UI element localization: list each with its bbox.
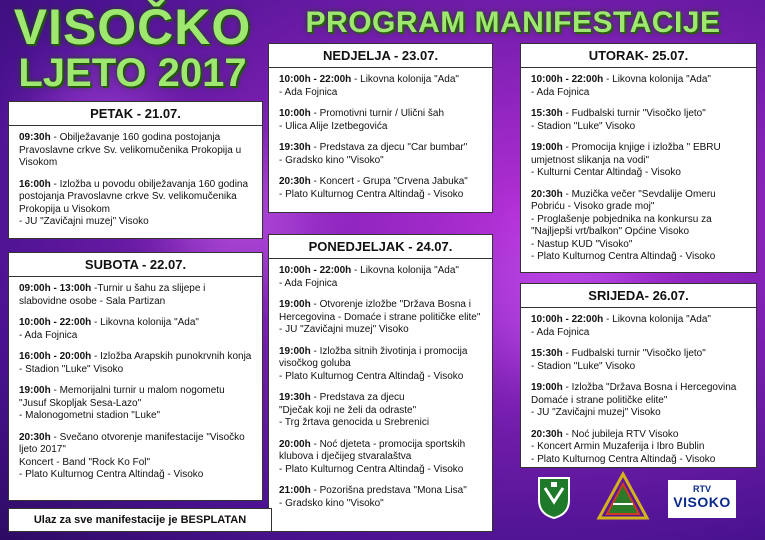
event-time: 16:00h (19, 178, 51, 190)
event-item (19, 132, 254, 170)
event-time: 10:00h - 22:00h (531, 74, 604, 86)
day-title: NEDJELJA - 23.07. (269, 48, 492, 68)
rtv-logo-bottom: VISOKO (673, 494, 731, 510)
triangle-emblem-logo (595, 470, 651, 524)
program-title: PROGRAM MANIFESTACIJE (305, 6, 721, 39)
event-item (19, 317, 254, 342)
event-time: 09:00h - 13:00h (19, 283, 92, 295)
event-time: 16:00h - 20:00h (19, 351, 92, 363)
event-description: -Turnir u šahu za slijepe i slabovidne osobe - Sala Partizan (19, 283, 206, 307)
event-time: 20:30h (19, 431, 51, 443)
event-item (279, 299, 484, 337)
free-entry-notice: Ulaz za sve manifestacije je BESPLATAN (8, 508, 272, 532)
event-item (279, 265, 484, 290)
event-time: 19:00h (531, 382, 563, 394)
day-title: UTORAK- 25.07. (521, 48, 756, 68)
event-item (279, 485, 484, 510)
event-item (279, 108, 484, 133)
event-item (279, 392, 484, 430)
day-box-ponedjeljak (268, 234, 493, 532)
event-time: 09:30h (19, 132, 51, 144)
event-item (19, 385, 254, 423)
event-description: - Likovna kolonija "Ada" - Ada Fojnica (19, 317, 199, 341)
event-item (279, 176, 484, 201)
event-time: 19:00h (19, 385, 51, 397)
event-description: - Memorijalni turnir u malom nogometu "Jusuf Skopljak Sesa-Lazo" - Malonogometni stadion "Luke" (19, 385, 225, 422)
event-time: 10:00h - 22:00h (19, 317, 92, 329)
event-item (19, 432, 254, 482)
event-item (531, 429, 748, 467)
event-time: 10:00h - 22:00h (279, 74, 352, 86)
event-time: 15:30h (531, 348, 563, 360)
event-description: - Fudbalski turnir "Visočko ljeto" - Stadion "Luke" Visoko (531, 348, 706, 372)
event-time: 21:00h (279, 485, 311, 497)
event-description: - Promotivni turnir / Ulični šah - Ulica Alije Izetbegovića (279, 108, 445, 132)
event-description: - Likovna kolonija "Ada" - Ada Fojnica (531, 314, 711, 338)
event-description: - Obilježavanje 160 godina postojanja Pravoslavne crkve Sv. velikomučenika Prokopija u Visokom (19, 132, 242, 169)
event-time: 20:30h (531, 188, 563, 200)
event-time: 19:00h (279, 345, 311, 357)
day-title: PETAK - 21.07. (9, 106, 262, 126)
event-description: - Muzička večer "Sevdalije Omeru Pobriću - Visoko grade moj" - Proglašenje pobjednika na konkursu za "Najljepši vrt/balkon" Općine Visoko - Nastup KUD "Visoko" - Plato Kulturnog Centra Altindağ - Visoko (531, 188, 716, 263)
event-item (279, 439, 484, 477)
day-title: SUBOTA - 22.07. (9, 257, 262, 277)
event-item (279, 142, 484, 167)
event-description: - Svečano otvorenje manifestacije "Visočko ljeto 2017" Koncert - Band "Rock Ko Fol" - Plato Kulturnog Centra Altindağ - Visoko (19, 431, 245, 481)
event-description: - Promocija knjige i izložba " EBRU umjetnost slikanja na vodi" - Kulturni Centar Altindağ - Visoko (531, 142, 721, 179)
day-title: PONEDJELJAK - 24.07. (269, 239, 492, 259)
event-time: 10:00h - 22:00h (279, 265, 352, 277)
day-box-nedjelja (268, 43, 493, 213)
event-description: - Izložba Arapskih punokrvnih konja - Stadion "Luke" Visoko (19, 351, 252, 375)
rtv-visoko-logo (668, 480, 736, 518)
rtv-logo-top: RTV (693, 484, 711, 494)
event-description: - Izložba sitnih životinja i promocija visočkog goluba - Plato Kulturnog Centra Altindağ - Visoko (279, 345, 468, 382)
event-item (19, 179, 254, 229)
event-time: 15:30h (531, 108, 563, 120)
event-description: - Izložba u povodu obilježavanja 160 godina postojanja Pravoslavne crkve Sv. velikomučenika Prokopija u Visokom - JU "Zavičajni muzej" Visoko (19, 178, 249, 228)
event-description: - Noć djeteta - promocija sportskih klubova i dječijeg stvaralaštva - Plato Kulturnog Centra Altindağ - Visoko (279, 438, 466, 475)
event-description: - Predstava za djecu "Dječak koji ne želi da odraste" - Trg žrtava genocida u Srebrenici (279, 392, 430, 429)
event-time: 19:30h (279, 142, 311, 154)
event-item (531, 74, 748, 99)
event-description: - Likovna kolonija "Ada" - Ada Fojnica (279, 74, 459, 98)
event-description: - Noć jubileja RTV Visoko - Koncert Armin Muzaferija i Ibro Bublin - Plato Kulturnog Centra Altindağ - Visoko (531, 428, 716, 465)
festival-title-line2: LJETO 2017 (18, 51, 247, 95)
event-time: 20:00h (279, 438, 311, 450)
day-box-subota (8, 252, 263, 501)
event-time: 19:00h (531, 142, 563, 154)
day-box-utorak (520, 43, 757, 273)
event-time: 19:30h (279, 392, 311, 404)
day-title: SRIJEDA- 26.07. (521, 288, 756, 308)
event-item (531, 189, 748, 264)
event-description: - Otvorenje izložbe "Država Bosna i Hercegovina - Domaće i strane političke elite" - JU "Zavičajni muzej" Visoko (279, 299, 481, 336)
event-time: 10:00h - 22:00h (531, 314, 604, 326)
event-item (531, 142, 748, 180)
event-description: - Fudbalski turnir "Visočko ljeto" - Stadion "Luke" Visoko (531, 108, 706, 132)
event-item (531, 348, 748, 373)
day-box-srijeda (520, 283, 757, 468)
event-item (19, 351, 254, 376)
festival-title (0, 2, 265, 94)
event-item (279, 346, 484, 384)
event-item (531, 382, 748, 420)
coat-of-arms-logo (537, 476, 571, 520)
event-time: 10:00h (279, 108, 311, 120)
event-description: - Izložba "Država Bosna i Hercegovina Domaće i strane političke elite" - JU "Zavičajni muzej" Visoko (531, 382, 737, 419)
festival-title-line1: VISOČKO (13, 0, 252, 55)
event-item (531, 314, 748, 339)
event-time: 20:30h (531, 428, 563, 440)
event-description: - Likovna kolonija "Ada" - Ada Fojnica (279, 265, 459, 289)
event-item (531, 108, 748, 133)
event-time: 20:30h (279, 176, 311, 188)
event-description: - Koncert - Grupa "Crvena Jabuka" - Plato Kulturnog Centra Altindağ - Visoko (279, 176, 468, 200)
event-item (279, 74, 484, 99)
event-item (19, 283, 254, 308)
event-description: - Pozorišna predstava "Mona Lisa" - Gradsko kino "Visoko" (279, 485, 467, 509)
event-description: - Likovna kolonija "Ada" - Ada Fojnica (531, 74, 711, 98)
event-description: - Predstava za djecu "Car bumbar" - Gradsko kino "Visoko" (279, 142, 468, 166)
day-box-petak (8, 101, 263, 239)
event-time: 19:00h (279, 299, 311, 311)
